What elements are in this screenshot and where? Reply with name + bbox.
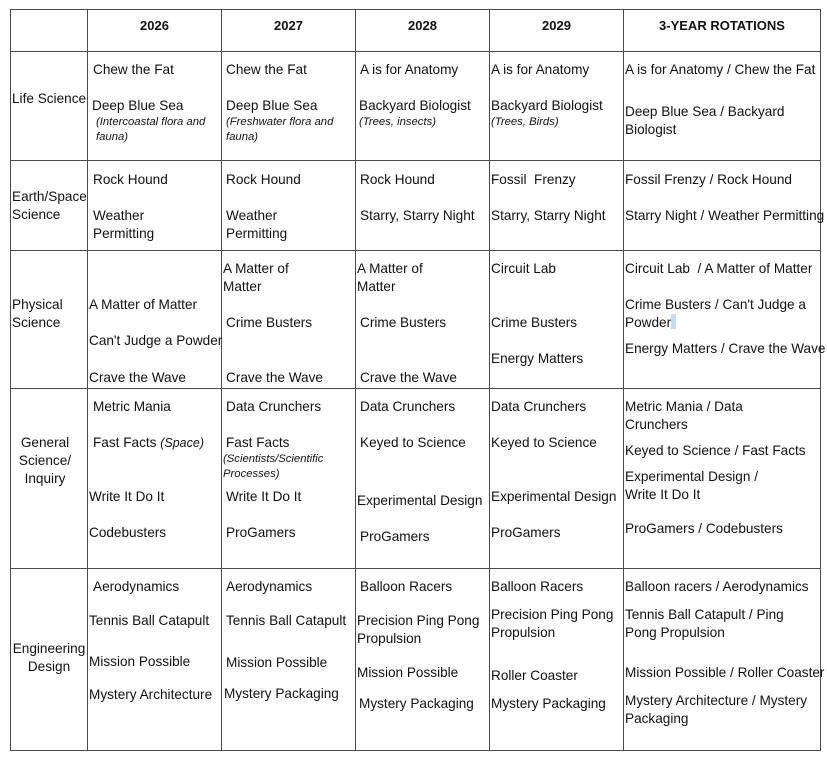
rotation-pair: Tennis Ball Catapult / Ping Pong Propulsion: [625, 607, 784, 640]
category-label: Physical Science: [12, 297, 63, 330]
event-note: (Trees, insects): [359, 116, 436, 128]
event-name: A is for Anatomy: [491, 62, 590, 77]
cell-2028: [356, 569, 490, 751]
event-name: Write It Do It: [89, 489, 165, 504]
event-name: Weather Permitting: [226, 208, 288, 241]
event-name: Deep Blue Sea (Intercoastal flora and fauna): [92, 97, 220, 145]
event-name: Codebusters: [89, 525, 167, 540]
event-name: Balloon Racers: [360, 579, 453, 594]
event-name: Can't Judge a Powder: [89, 333, 223, 348]
event-name: Crave the Wave: [226, 370, 323, 385]
event-name: Chew the Fat: [93, 62, 174, 77]
header-rotations: 3-YEAR ROTATIONS: [624, 10, 821, 52]
event-name: Fast Facts (Scientists/Scientific Processes): [226, 434, 354, 482]
rotation-pair: Starry Night / Weather Permitting: [625, 208, 825, 223]
event-name: Chew the Fat: [226, 62, 307, 77]
header-2027: 2027: [222, 10, 356, 52]
event-name: Data Crunchers: [360, 399, 456, 414]
event-name: ProGamers: [491, 525, 561, 540]
event-note: (Freshwater flora and fauna): [226, 116, 334, 143]
event-name: Circuit Lab: [491, 261, 556, 276]
rotation-pair: Mission Possible / Roller Coaster: [625, 665, 825, 680]
cell-2026: [88, 52, 222, 161]
event-name: Mission Possible: [226, 655, 328, 670]
cell-2029: [490, 251, 624, 389]
event-name: ProGamers: [226, 525, 296, 540]
rotation-pair: Deep Blue Sea / Backyard Biologist: [625, 104, 785, 137]
event-name: ProGamers: [360, 529, 430, 544]
event-note: (Scientists/Scientific Processes): [223, 453, 324, 480]
row-general-science: [11, 389, 821, 569]
event-name: Crave the Wave: [360, 370, 457, 385]
event-name: Tennis Ball Catapult: [89, 613, 210, 628]
event-name: Experimental Design: [357, 493, 483, 508]
event-name: Backyard Biologist (Trees, insects): [359, 97, 487, 130]
cell-2026: [88, 251, 222, 389]
event-name: Experimental Design: [491, 489, 617, 504]
rotation-pair: Balloon racers / Aerodynamics: [625, 579, 809, 594]
cell-2027: [222, 52, 356, 161]
category-label: Life Science: [12, 91, 87, 106]
event-name: Metric Mania: [93, 399, 171, 414]
rotation-pair: ProGamers / Codebusters: [625, 521, 783, 536]
category-label: General Science/ Inquiry: [18, 435, 72, 486]
rotation-pair: A is for Anatomy / Chew the Fat: [625, 62, 816, 77]
category-cell: [11, 251, 88, 389]
row-physical-science: [11, 251, 821, 389]
event-name: Deep Blue Sea (Freshwater flora and fauna): [226, 97, 354, 145]
event-name: Mission Possible: [357, 665, 459, 680]
event-name: A Matter of Matter: [357, 261, 423, 294]
category-label: Engineering Design: [12, 641, 86, 674]
event-name: Tennis Ball Catapult: [226, 613, 347, 628]
event-name: Crime Busters: [360, 315, 447, 330]
event-name: Weather Permitting: [93, 208, 155, 241]
event-name: Keyed to Science: [360, 435, 466, 450]
cell-rotation: [624, 569, 825, 751]
cell-2029: [490, 52, 624, 161]
event-name: Data Crunchers: [226, 399, 322, 414]
event-name: Mystery Packaging: [224, 686, 339, 701]
event-rotation-table: [10, 9, 826, 751]
event-name: Balloon Racers: [491, 579, 584, 594]
cell-rotation: [624, 389, 821, 569]
text-cursor-highlight: [671, 314, 676, 329]
cell-2027: [222, 161, 356, 251]
category-cell: [11, 161, 88, 251]
event-name: A is for Anatomy: [360, 62, 459, 77]
event-name: Energy Matters: [491, 351, 584, 366]
event-name: Mystery Packaging: [491, 696, 606, 711]
event-name: Rock Hound: [93, 172, 168, 187]
event-name: Rock Hound: [226, 172, 301, 187]
cell-rotation: [624, 251, 826, 389]
cell-2028: [356, 251, 490, 389]
event-name: Crime Busters: [226, 315, 313, 330]
event-name: Crave the Wave: [89, 370, 186, 385]
event-name: Rock Hound: [360, 172, 435, 187]
category-cell: [11, 52, 88, 161]
header-row: [11, 10, 821, 52]
rotation-pair: Fossil Frenzy / Rock Hound: [625, 172, 792, 187]
header-2026: 2026: [88, 10, 222, 52]
rotation-pair: Crime Busters / Can't Judge a Powder: [625, 297, 806, 330]
header-corner: [11, 10, 88, 52]
row-life-science: [11, 52, 821, 161]
cell-rotation: [624, 52, 821, 161]
cell-2027: [222, 569, 356, 751]
row-engineering-design: [11, 569, 821, 751]
event-name: Starry, Starry Night: [360, 208, 475, 223]
event-name: Fast Facts (Space): [93, 435, 205, 450]
cell-2026: [88, 161, 222, 251]
event-name: Precision Ping Pong Propulsion: [491, 607, 614, 640]
cell-2027: [222, 251, 356, 389]
event-name: Write It Do It: [226, 489, 302, 504]
header-2028: 2028: [356, 10, 490, 52]
category-label: Earth/Space Science: [12, 189, 87, 222]
event-note: (Space): [160, 436, 205, 450]
event-name: Backyard Biologist (Trees, Birds): [491, 97, 619, 130]
event-note: (Intercoastal flora and fauna): [96, 116, 206, 143]
rotation-pair: Mystery Architecture / Mystery Packaging: [625, 693, 808, 726]
event-name: Roller Coaster: [491, 668, 578, 683]
event-name: Aerodynamics: [93, 579, 180, 594]
rotation-pair: Circuit Lab / A Matter of Matter: [625, 261, 813, 276]
event-name: Crime Busters: [491, 315, 578, 330]
rotation-pair: Metric Mania / Data Crunchers: [625, 399, 743, 432]
event-name: Aerodynamics: [226, 579, 313, 594]
event-name: A Matter of Matter: [223, 261, 289, 294]
header-2029: 2029: [490, 10, 624, 52]
row-earth-space-science: [11, 161, 821, 251]
cell-2027: [222, 389, 356, 569]
event-name: Keyed to Science: [491, 435, 597, 450]
cell-2029: [490, 161, 624, 251]
event-name: Precision Ping Pong Propulsion: [357, 613, 480, 646]
event-name: A Matter of Matter: [89, 297, 198, 312]
cell-2029: [490, 389, 624, 569]
event-name: Mission Possible: [89, 654, 191, 669]
category-cell: [11, 569, 88, 751]
rotation-pair: Energy Matters / Crave the Wave: [625, 341, 826, 356]
cell-2029: [490, 569, 624, 751]
event-name: Mystery Packaging: [359, 696, 474, 711]
rotation-pair: Keyed to Science / Fast Facts: [625, 443, 806, 458]
event-name: Data Crunchers: [491, 399, 587, 414]
event-name: Fossil Frenzy: [491, 172, 576, 187]
event-note: (Trees, Birds): [491, 116, 559, 128]
cell-2026: [88, 389, 222, 569]
category-cell: [11, 389, 88, 569]
rotation-pair: Experimental Design / Write It Do It: [625, 469, 758, 502]
cell-2028: [356, 389, 490, 569]
event-name: Mystery Architecture: [89, 687, 213, 702]
cell-2026: [88, 569, 222, 751]
cell-2028: [356, 161, 490, 251]
event-name: Starry, Starry Night: [491, 208, 606, 223]
cell-rotation: [624, 161, 825, 251]
cell-2028: [356, 52, 490, 161]
